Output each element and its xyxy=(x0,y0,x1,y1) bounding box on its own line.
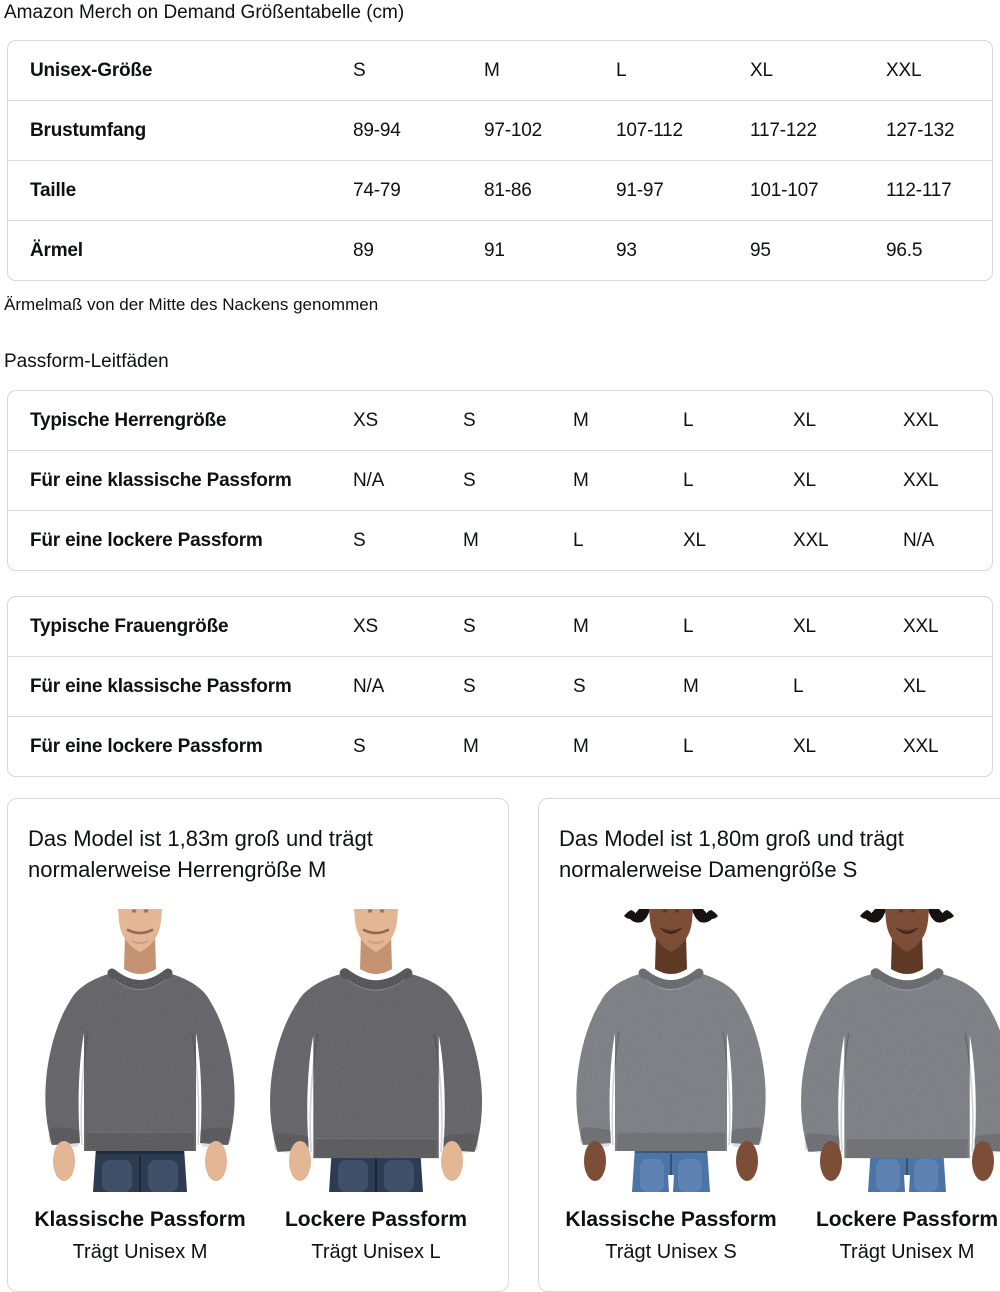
size-value: 91-97 xyxy=(616,179,664,201)
table-row xyxy=(8,160,992,220)
size-value: XXL xyxy=(903,615,939,637)
row-label: Für eine lockere Passform xyxy=(30,529,263,551)
size-value: M xyxy=(573,409,589,431)
crewneck-collar xyxy=(112,973,168,985)
size-value: XL xyxy=(683,529,706,551)
sweatshirt xyxy=(45,973,234,1151)
size-value: S xyxy=(463,409,476,431)
size-value: XL xyxy=(750,59,773,81)
sleeve-measure-footnote: Ärmelmaß von der Mitte des Nackens genommen xyxy=(4,295,379,314)
size-value: 112-117 xyxy=(886,179,952,201)
row-label: Brustumfang xyxy=(30,119,147,141)
table-row xyxy=(8,450,992,510)
size-value: XL xyxy=(793,469,816,491)
table-row xyxy=(8,41,992,100)
size-value: XXL xyxy=(903,735,939,757)
right-hand xyxy=(441,1141,463,1181)
model-figure-loose xyxy=(795,909,1000,1264)
size-value: M xyxy=(463,735,479,757)
size-value: M xyxy=(573,735,589,757)
figure-subcaption: Trägt Unisex L xyxy=(311,1241,441,1263)
face xyxy=(354,909,398,952)
model-figure-classic xyxy=(559,909,783,1264)
size-value: XXL xyxy=(903,409,939,431)
size-value: L xyxy=(683,469,694,491)
figure-subcaption: Trägt Unisex M xyxy=(72,1241,208,1263)
size-value: L xyxy=(793,675,804,697)
size-value: 107-112 xyxy=(616,119,683,141)
womens-fit-table xyxy=(7,596,993,777)
table-row xyxy=(8,391,992,450)
figure-caption: Klassische Passform xyxy=(565,1208,777,1231)
page-title: Amazon Merch on Demand Größentabelle (cm) xyxy=(4,2,405,23)
size-value: M xyxy=(463,529,479,551)
size-value: S xyxy=(353,735,366,757)
crewneck-collar xyxy=(345,973,408,985)
left-hand xyxy=(584,1141,606,1181)
size-value: XS xyxy=(353,615,378,637)
size-value: S xyxy=(463,469,476,491)
row-label: Für eine klassische Passform xyxy=(30,469,292,491)
table-row xyxy=(8,220,992,280)
model-card xyxy=(7,798,509,1292)
figure-caption: Klassische Passform xyxy=(34,1208,246,1231)
row-label: Taille xyxy=(30,179,76,201)
size-value: S xyxy=(353,529,366,551)
size-value: M xyxy=(573,615,589,637)
sweatshirt xyxy=(270,973,482,1158)
size-value: 127-132 xyxy=(886,119,955,141)
row-label: Typische Frauengröße xyxy=(30,615,229,637)
size-value: N/A xyxy=(353,675,385,697)
size-value: XL xyxy=(793,615,816,637)
table-row xyxy=(8,597,992,656)
size-value: M xyxy=(573,469,589,491)
right-hand xyxy=(736,1141,758,1181)
size-value: L xyxy=(683,735,694,757)
figure-caption: Lockere Passform xyxy=(284,1208,468,1231)
size-value: 74-79 xyxy=(353,179,401,201)
row-label: Typische Herrengröße xyxy=(30,409,227,431)
model-card xyxy=(538,798,1000,1292)
row-label: Ärmel xyxy=(30,239,83,261)
model-cards-row xyxy=(7,798,999,1292)
table-row xyxy=(8,510,992,570)
model-figure-classic xyxy=(28,909,252,1264)
model-photo xyxy=(28,909,252,1192)
model-description: Das Model ist 1,83m groß und trägt normalerweise Herrengröße M xyxy=(28,826,373,882)
size-value: S xyxy=(463,615,476,637)
size-value: N/A xyxy=(903,529,935,551)
right-hand xyxy=(205,1141,227,1181)
size-value: XXL xyxy=(903,469,939,491)
model-description: Das Model ist 1,80m groß und trägt normalerweise Damengröße S xyxy=(559,826,904,882)
model-photo xyxy=(559,909,783,1192)
size-value: 89-94 xyxy=(353,119,401,141)
size-value: 101-107 xyxy=(750,179,819,201)
left-hand xyxy=(820,1141,842,1181)
size-value: 89 xyxy=(353,239,374,261)
sweatshirt xyxy=(801,973,1000,1158)
table-row xyxy=(8,656,992,716)
size-value: S xyxy=(463,675,476,697)
model-photo xyxy=(795,909,1000,1192)
table-row xyxy=(8,100,992,160)
size-value: XXL xyxy=(793,529,829,551)
figure-subcaption: Trägt Unisex M xyxy=(839,1241,975,1263)
row-label: Unisex-Größe xyxy=(30,59,153,81)
model-figures xyxy=(28,909,488,1264)
size-value: XS xyxy=(353,409,378,431)
figure-caption: Lockere Passform xyxy=(815,1208,999,1231)
size-value: 93 xyxy=(616,239,637,261)
row-label: Für eine klassische Passform xyxy=(30,675,292,697)
unisex-size-table xyxy=(7,40,993,281)
left-hand xyxy=(289,1141,311,1181)
crewneck-collar xyxy=(876,973,939,985)
size-value: S xyxy=(573,675,586,697)
size-value: 81-86 xyxy=(484,179,532,201)
size-value: 95 xyxy=(750,239,771,261)
fit-guides-heading: Passform-Leitfäden xyxy=(4,351,169,372)
size-value: N/A xyxy=(353,469,385,491)
crewneck-collar xyxy=(643,973,699,985)
jeans xyxy=(93,1147,187,1192)
size-value: M xyxy=(484,59,500,81)
size-value: 97-102 xyxy=(484,119,542,141)
size-value: L xyxy=(683,615,694,637)
table-row xyxy=(8,716,992,776)
size-value: XL xyxy=(903,675,926,697)
size-value: L xyxy=(616,59,627,81)
model-photo xyxy=(264,909,488,1192)
model-figure-loose xyxy=(264,909,488,1264)
left-hand xyxy=(53,1141,75,1181)
size-value: L xyxy=(573,529,584,551)
size-value: 117-122 xyxy=(750,119,817,141)
row-label: Für eine lockere Passform xyxy=(30,735,263,757)
size-value: L xyxy=(683,409,694,431)
mens-fit-table xyxy=(7,390,993,571)
jeans xyxy=(632,1147,710,1192)
model-figures xyxy=(559,909,1000,1264)
figure-subcaption: Trägt Unisex S xyxy=(605,1241,737,1263)
size-value: M xyxy=(683,675,699,697)
sweatshirt xyxy=(576,973,765,1151)
size-value: XXL xyxy=(886,59,922,81)
right-hand xyxy=(972,1141,994,1181)
face xyxy=(118,909,162,952)
size-value: XL xyxy=(793,409,816,431)
size-value: S xyxy=(353,59,366,81)
size-value: 91 xyxy=(484,239,505,261)
size-value: 96.5 xyxy=(886,239,923,261)
size-value: XL xyxy=(793,735,816,757)
